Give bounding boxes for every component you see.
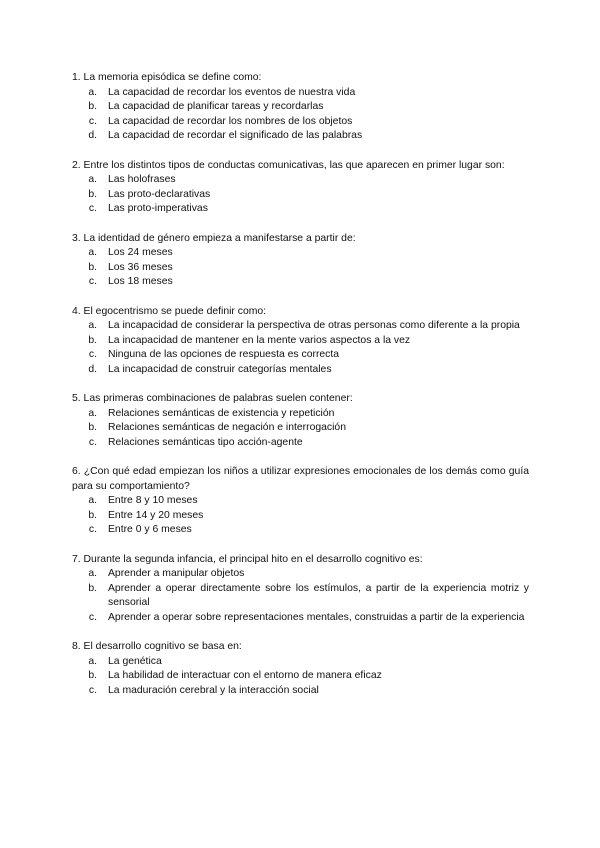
option-letter: a. xyxy=(88,655,97,667)
option-item xyxy=(72,129,529,144)
option-letter: b. xyxy=(88,509,97,521)
option-text: La incapacidad de construir categorías mentales xyxy=(108,363,332,375)
option-list xyxy=(72,655,529,699)
option-letter: c. xyxy=(88,436,97,448)
option-list xyxy=(72,407,529,451)
option-letter: a. xyxy=(88,495,97,507)
question-stem: 2. Entre los distintos tipos de conductas comunicativas, las que aparecen en primer lugar son: xyxy=(72,159,505,171)
option-text: La habilidad de interactuar con el entorno de manera eficaz xyxy=(108,670,382,682)
option-item xyxy=(72,334,529,349)
option-text: Relaciones semánticas tipo acción-agente xyxy=(108,436,303,448)
option-text: Aprender a operar sobre representaciones mentales, construidas a partir de la experiencia xyxy=(108,611,525,623)
option-text: Entre 0 y 6 meses xyxy=(108,524,192,536)
option-text: Las holofrases xyxy=(108,174,176,186)
option-letter: c. xyxy=(88,611,97,623)
question-3 xyxy=(72,232,529,290)
question-8 xyxy=(72,640,529,698)
option-item xyxy=(72,509,529,524)
option-letter: a. xyxy=(88,320,97,332)
option-text: Aprender a operar directamente sobre los estímulos, a partir de la experiencia motriz y sensorial xyxy=(108,582,529,609)
option-item xyxy=(72,684,529,699)
option-letter: a. xyxy=(88,247,97,259)
option-text: La capacidad de recordar los eventos de nuestra vida xyxy=(108,86,356,98)
option-letter: c. xyxy=(88,115,97,127)
option-item xyxy=(72,523,529,538)
option-text: Entre 8 y 10 meses xyxy=(108,495,198,507)
option-text: La maduración cerebral y la interacción social xyxy=(108,684,319,696)
option-text: Las proto-declarativas xyxy=(108,188,211,200)
option-text: La genética xyxy=(108,655,162,667)
option-item xyxy=(72,611,529,626)
option-letter: b. xyxy=(88,101,97,113)
question-4 xyxy=(72,305,529,378)
option-text: La capacidad de recordar los nombres de los objetos xyxy=(108,115,353,127)
option-list xyxy=(72,567,529,625)
option-text: Los 24 meses xyxy=(108,247,173,259)
option-list xyxy=(72,246,529,290)
option-letter: a. xyxy=(88,86,97,98)
option-letter: b. xyxy=(88,188,97,200)
option-item xyxy=(72,86,529,101)
question-stem: 8. El desarrollo cognitivo se basa en: xyxy=(72,641,242,653)
option-item xyxy=(72,655,529,670)
question-5 xyxy=(72,392,529,450)
option-text: Relaciones semánticas de negación e interrogación xyxy=(108,422,346,434)
option-item xyxy=(72,319,529,334)
question-list xyxy=(72,71,529,713)
option-letter: c. xyxy=(88,684,97,696)
question-stem: 6. ¿Con qué edad empiezan los niños a utilizar expresiones emocionales de los demás como guía para su comportamiento? xyxy=(72,466,529,492)
option-letter: b. xyxy=(88,261,97,273)
option-letter: b. xyxy=(88,582,97,594)
option-letter: c. xyxy=(88,349,97,361)
option-list xyxy=(72,173,529,217)
option-letter: d. xyxy=(88,363,97,375)
question-6 xyxy=(72,465,529,538)
question-2 xyxy=(72,159,529,217)
option-list xyxy=(72,494,529,538)
question-stem: 1. La memoria episódica se define como: xyxy=(72,72,262,83)
option-item xyxy=(72,100,529,115)
question-stem: 5. Las primeras combinaciones de palabras suelen contener: xyxy=(72,393,353,405)
option-letter: d. xyxy=(88,130,97,142)
option-list xyxy=(72,319,529,377)
option-item xyxy=(72,261,529,276)
option-item xyxy=(72,421,529,436)
option-item xyxy=(72,407,529,422)
option-item xyxy=(72,188,529,203)
question-stem: 4. El egocentrismo se puede definir como: xyxy=(72,305,267,317)
option-letter: b. xyxy=(88,670,97,682)
option-letter: c. xyxy=(88,524,97,536)
option-text: Aprender a manipular objetos xyxy=(108,568,245,580)
option-item xyxy=(72,436,529,451)
option-item xyxy=(72,348,529,363)
option-letter: a. xyxy=(88,407,97,419)
option-letter: a. xyxy=(88,174,97,186)
question-7 xyxy=(72,553,529,626)
option-text: La capacidad de planificar tareas y recordarlas xyxy=(108,101,324,113)
option-item xyxy=(72,246,529,261)
option-item xyxy=(72,202,529,217)
option-text: La incapacidad de mantener en la mente varios aspectos a la vez xyxy=(108,334,411,346)
option-item xyxy=(72,173,529,188)
option-text: Los 18 meses xyxy=(108,276,173,288)
option-text: Ninguna de las opciones de respuesta es correcta xyxy=(108,349,340,361)
option-item xyxy=(72,582,529,611)
option-item xyxy=(72,567,529,582)
option-text: La capacidad de recordar el significado de las palabras xyxy=(108,130,363,142)
option-text: Las proto-imperativas xyxy=(108,203,208,215)
option-item xyxy=(72,275,529,290)
option-item xyxy=(72,363,529,378)
option-list xyxy=(72,86,529,144)
option-letter: b. xyxy=(88,334,97,346)
question-stem: 3. La identidad de género empieza a manifestarse a partir de: xyxy=(72,232,356,244)
option-letter: a. xyxy=(88,568,97,580)
option-item xyxy=(72,494,529,509)
option-text: Entre 14 y 20 meses xyxy=(108,509,204,521)
question-stem: 7. Durante la segunda infancia, el principal hito en el desarrollo cognitivo es: xyxy=(72,553,423,565)
option-item xyxy=(72,669,529,684)
option-letter: c. xyxy=(88,203,97,215)
question-1 xyxy=(72,71,529,144)
option-letter: b. xyxy=(88,422,97,434)
option-item xyxy=(72,115,529,130)
option-text: La incapacidad de considerar la perspectiva de otras personas como diferente a la propia xyxy=(108,320,520,332)
option-letter: c. xyxy=(88,276,97,288)
option-text: Relaciones semánticas de existencia y repetición xyxy=(108,407,335,419)
option-text: Los 36 meses xyxy=(108,261,173,273)
